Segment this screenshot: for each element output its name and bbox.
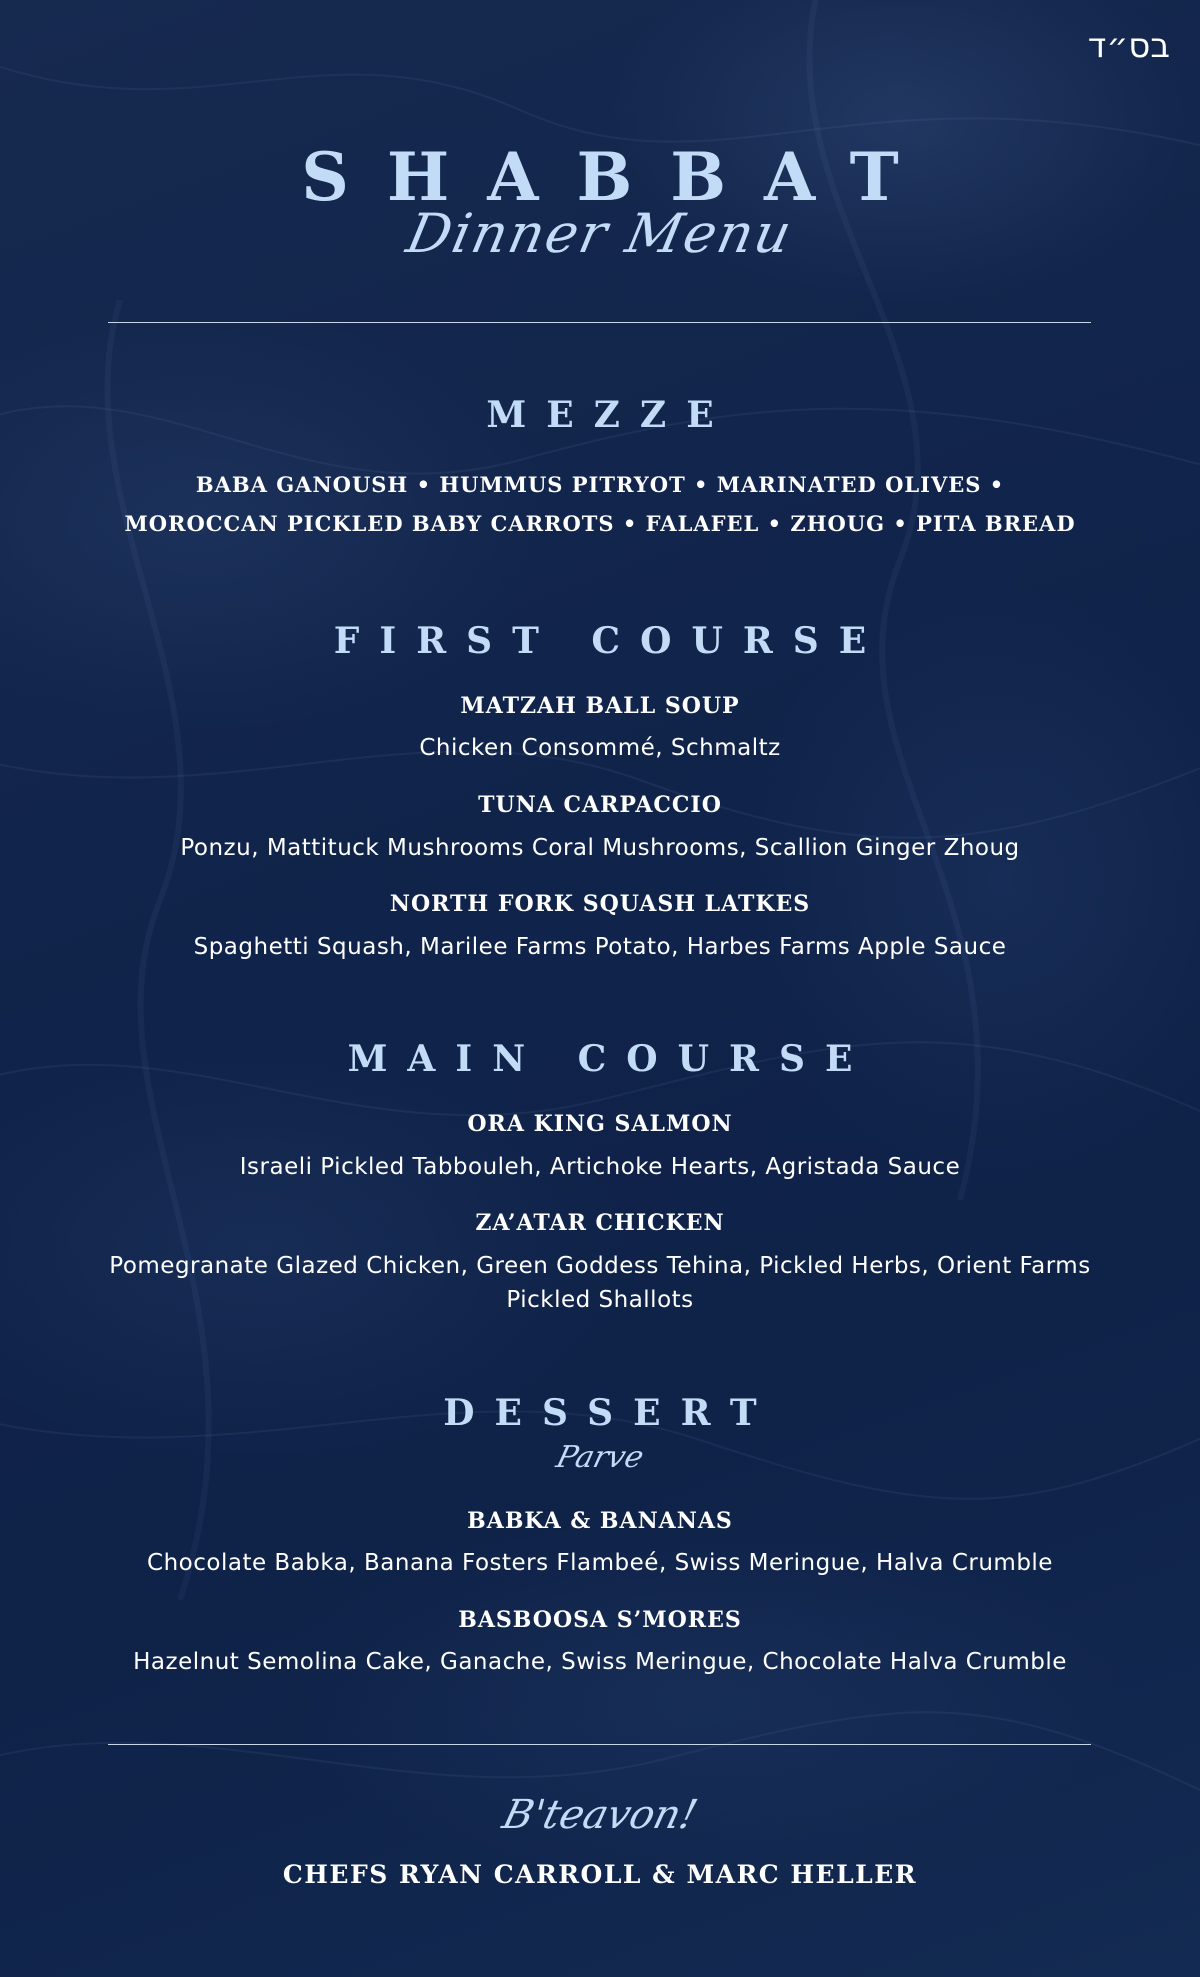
chefs-credit: CHEFS RYAN CARROLL & MARC HELLER [282,1860,918,1889]
kashrut-mark: בס״ד [1087,26,1170,66]
dish-description: Ponzu, Mattituck Mushrooms Coral Mushrooms, Scallion Ginger Zhoug [180,835,1020,861]
main-course-heading: MAIN COURSE [347,1038,873,1080]
mezze-items-line-1: BABA GANOUSH • HUMMUS PITRYOT • MARINATED OLIVES • [195,472,1005,497]
dish-description: Chicken Consommé, Schmaltz [419,735,781,761]
mezze-heading: MEZZE [486,394,734,436]
dish-name: NORTH FORK SQUASH LATKES [389,891,811,917]
mezze-items-line-2: MOROCCAN PICKLED BABY CARROTS • FALAFEL • ZHOUG • PITA BREAD [124,511,1076,536]
menu-subtitle: Dinner Menu [401,202,799,265]
closing-greeting: B'teavon! [498,1792,702,1838]
dish-description: Hazelnut Semolina Cake, Ganache, Swiss Meringue, Chocolate Halva Crumble [133,1649,1067,1675]
dish-name: BABKA & BANANAS [467,1508,733,1534]
menu-title: SHABBAT [301,138,937,216]
dessert-subtitle: Parve [552,1440,648,1475]
dish-description: Chocolate Babka, Banana Fosters Flambeé, Swiss Meringue, Halva Crumble [147,1550,1053,1576]
dish-description: Spaghetti Squash, Marilee Farms Potato, Harbes Farms Apple Sauce [193,934,1007,960]
dish-name: ORA KING SALMON [467,1111,733,1137]
dish-name: TUNA CARPACCIO [478,792,722,818]
dish-name: BASBOOSA S’MORES [458,1607,742,1633]
dish-name: ZA’ATAR CHICKEN [475,1210,725,1236]
first-course-heading: FIRST COURSE [333,620,887,662]
top-divider [108,322,1091,323]
bottom-divider [108,1744,1091,1745]
dish-name: MATZAH BALL SOUP [460,693,740,719]
dessert-heading: DESSERT [443,1392,777,1434]
dish-description: Israeli Pickled Tabbouleh, Artichoke Hearts, Agristada Sauce [239,1154,961,1180]
dish-description: Pomegranate Glazed Chicken, Green Goddess Tehina, Pickled Herbs, Orient Farms Pickled Shallots [109,1253,1091,1313]
